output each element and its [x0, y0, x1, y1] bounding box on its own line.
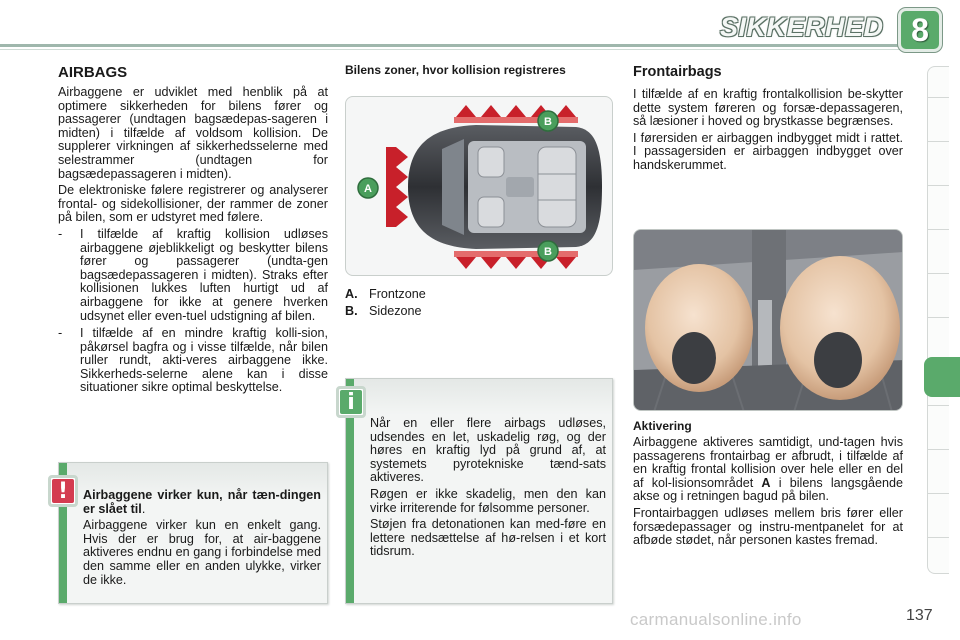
- zone-marker-a-label: A: [364, 183, 372, 195]
- activation-conditions: Airbaggene aktiveres samtidigt, und-tagen hvis passagerens frontairbag er afbrudt, i tilfælde af en kraftig frontal kollision over hele eller en del af kol-lisionsområdet A i bilens langsgående akse og i retningen bagud på bilen.: [633, 435, 903, 504]
- tab-divider: [928, 273, 949, 274]
- airbags-intro: Airbaggene er udviklet med henblik på at optimere sikkerheden for bilens fører og passagerer (undtagen bagsædepas-sageren i midten) i tilfælde af voldsom kollision. De supplerer virkningen af sikkerhedsselerne med selestrammer (undtagen for bagsædepassageren i midten).: [58, 85, 328, 181]
- info-icon: i: [336, 386, 366, 418]
- info-smoke: Når en eller flere airbags udløses, udsendes en let, uskadelig røg, og der høres en kraftig lyd på grund af, at systemets pyrotekniske tænd-sats aktiveres.: [370, 416, 606, 485]
- center-console: [506, 177, 534, 197]
- tab-divider: [928, 537, 949, 538]
- chapter-tab-active[interactable]: [924, 357, 960, 397]
- tab-divider: [928, 97, 949, 98]
- page-number: 137: [906, 607, 933, 624]
- bullet-text: I tilfælde af kraftig kollision udløses airbaggene øjeblikkeligt og beskytter bilens fører og passagerer (undta-gen bagsædepassageren i midten). Straks efter kollisionen lukkes luften hurtigt ud af airbaggene for ikke at genere hverken udsynet eller even-tuel udstigning af bilen.: [80, 226, 328, 323]
- bullet-dash: -: [58, 226, 63, 241]
- zones-heading: Bilens zoner, hvor kollision registreres: [345, 63, 566, 77]
- tab-divider: [928, 449, 949, 450]
- front-impact-arrows: [386, 147, 408, 227]
- chapter-tab-strip: [927, 66, 949, 574]
- bullet-dash: -: [58, 326, 63, 341]
- box-header-band: [354, 379, 612, 415]
- chapter-title: SIKKERHED: [720, 12, 884, 42]
- front-airbags-photo: [633, 229, 903, 411]
- frontairbags-location: I førersiden er airbaggen indbygget midt i rattet. I passagersiden er airbaggen indbygget over handskerummet.: [633, 130, 903, 172]
- airbags-heading: AIRBAGS: [58, 64, 128, 81]
- windscreen: [442, 139, 464, 235]
- activation-heading: Aktivering: [633, 419, 692, 433]
- tab-divider: [928, 317, 949, 318]
- car-zones-diagram: [345, 96, 613, 276]
- frontairbags-body: [633, 88, 903, 176]
- airbags-bullet: [58, 327, 328, 395]
- tab-divider: [928, 405, 949, 406]
- legend-item-b: B. Sidezone: [345, 304, 422, 318]
- zone-marker-b-bottom-label: B: [544, 246, 552, 258]
- header-rule: [0, 44, 905, 47]
- console-detail: [758, 300, 772, 370]
- info-noise: Støjen fra detonationen kan med-føre en lettere nedsættelse af hø-relsen i et kort tidsrum.: [370, 517, 606, 559]
- chapter-number: 8: [911, 11, 929, 48]
- deployed-airbags-illustration: [634, 230, 903, 411]
- warning-box: [58, 462, 328, 604]
- activation-deployment: Frontairbaggen udløses mellem bris fører eller forsædepassager og instru-mentpanelet for at afbøde stødet, når personen kastes fremad.: [633, 505, 903, 548]
- airbags-body: [58, 86, 328, 395]
- info-text: [370, 417, 606, 562]
- info-smoke-harmless: Røgen er ikke skadelig, men den kan virke irriterende for følsomme personer.: [370, 486, 606, 515]
- tab-divider: [928, 141, 949, 142]
- frontairbags-protection: I tilfælde af en kraftig frontalkollision be-skytter dette system føreren og forsæ-depassageren, så læsioner i hoved og brystkasse begrænses.: [633, 87, 903, 129]
- zone-marker-b-top-label: B: [544, 116, 552, 128]
- warning-title: Airbaggene virker kun, når tæn-dingen er slået til.: [83, 488, 321, 516]
- chapter-number-badge: [898, 8, 942, 52]
- side-impact-arrows-top: [454, 105, 578, 123]
- legend-item-a: A. Frontzone: [345, 287, 426, 301]
- passenger-head: [814, 332, 862, 388]
- activation-body: [633, 436, 903, 551]
- bullet-text: I tilfælde af en mindre kraftig kolli-sion, påkørsel bagfra og i visse tilfælde, når bilen ruller rundt, akti-veres airbaggene ikke. Sikkerheds-selerne alene kan i disse situationer sikre optimal beskyttelse.: [80, 326, 328, 395]
- tab-divider: [928, 493, 949, 494]
- airbags-bullet: [58, 228, 328, 323]
- info-box: [345, 378, 613, 604]
- watermark: carmanualsonline.info: [630, 610, 802, 629]
- car-top-view: [346, 97, 613, 276]
- warning-icon: !: [48, 475, 78, 507]
- tab-divider: [928, 185, 949, 186]
- tab-divider: [928, 229, 949, 230]
- side-impact-arrows-bottom: [454, 251, 578, 269]
- warning-body: Airbaggene virker kun en enkelt gang. Hvis der er brug for, at air-baggene aktiveres endnu en gang i forbindelse med den samme eller en anden ulykke, virker de ikke.: [83, 518, 321, 587]
- warning-text: [83, 489, 321, 590]
- frontairbags-heading: Frontairbags: [633, 64, 722, 80]
- header-rule-thin: [0, 49, 905, 50]
- airbags-sensors: De elektroniske følere registrerer og analyserer frontal- og sidekollisioner, der rammer de zoner på bilen, som er udstyret med følere.: [58, 183, 328, 225]
- driver-head: [672, 332, 716, 384]
